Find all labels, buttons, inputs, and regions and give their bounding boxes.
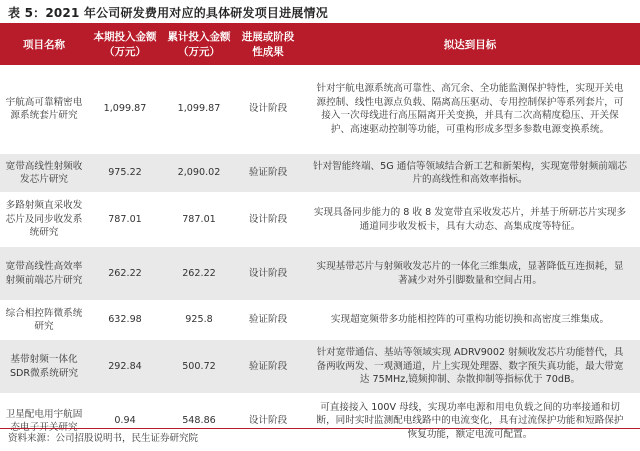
target-cell: 针对智能终端、5G 通信等领域结合新工艺和新架构，实现宽带射频前端芯片的高线性和高效率指标。 bbox=[300, 154, 640, 193]
cumulative-investment-cell: 925.8 bbox=[162, 301, 236, 340]
progress-cell: 设计阶段 bbox=[236, 394, 300, 449]
cumulative-investment-cell: 500.72 bbox=[162, 340, 236, 394]
table-header-row bbox=[0, 25, 640, 65]
target-cell: 实现基带芯片与射频收发芯片的一体化三维集成，显著降低互连损耗，显著减少对外引脚数量和空间占用。 bbox=[300, 247, 640, 301]
current-investment-cell: 787.01 bbox=[88, 193, 162, 247]
header-project-name: 项目名称 bbox=[0, 25, 88, 65]
target-cell: 针对宇航电源系统高可靠性、高冗余、全功能监测保护特性，实现开关电源控制、线性电源点负载、隔离高压驱动、专用控制保护等系列套片，可接入一次母线进行高压隔离开关变换，并具有二次高精度稳压、开关保护、高速驱动控制等功能，可重构形成多型多参数电源变换系统。 bbox=[300, 65, 640, 154]
cumulative-investment-cell: 1,099.87 bbox=[162, 65, 236, 154]
cumulative-investment-cell: 2,090.02 bbox=[162, 154, 236, 193]
project-name-cell: 基带射频一体化SDR微系统研究 bbox=[0, 340, 88, 394]
target-cell: 实现超宽频带多功能相控阵的可重构功能切换和高密度三维集成。 bbox=[300, 301, 640, 340]
target-cell: 实现具备同步能力的 8 收 8 发宽带直采收发芯片，并基于所研芯片实现多通道同步收发板卡，具有大动态、高集成度等特征。 bbox=[300, 193, 640, 247]
table-row bbox=[0, 193, 640, 247]
current-investment-cell: 1,099.87 bbox=[88, 65, 162, 154]
rd-projects-table bbox=[0, 25, 640, 449]
table-row bbox=[0, 247, 640, 301]
current-investment-cell: 0.94 bbox=[88, 394, 162, 449]
progress-cell: 验证阶段 bbox=[236, 154, 300, 193]
cumulative-investment-cell: 262.22 bbox=[162, 247, 236, 301]
progress-cell: 设计阶段 bbox=[236, 193, 300, 247]
progress-cell: 验证阶段 bbox=[236, 340, 300, 394]
table-row bbox=[0, 154, 640, 193]
project-name-cell: 宇航高可靠精密电源系统套片研究 bbox=[0, 65, 88, 154]
current-investment-cell: 975.22 bbox=[88, 154, 162, 193]
header-current-investment: 本期投入金额（万元） bbox=[88, 25, 162, 65]
header-target: 拟达到目标 bbox=[300, 25, 640, 65]
bottom-divider bbox=[0, 428, 640, 429]
project-name-cell: 宽带高线性高效率射频前端芯片研究 bbox=[0, 247, 88, 301]
progress-cell: 设计阶段 bbox=[236, 247, 300, 301]
header-cumulative-investment: 累计投入金额（万元） bbox=[162, 25, 236, 65]
table-row bbox=[0, 301, 640, 340]
target-cell: 可直接接入 100V 母线，实现功率电源和用电负载之间的功率接通和切断，同时实时监测配电线路中的电流变化，具有过流保护功能和短路保护恢复功能，额定电流可配置。 bbox=[300, 394, 640, 449]
progress-cell: 验证阶段 bbox=[236, 301, 300, 340]
project-name-cell: 卫星配电用宇航固 bbox=[0, 394, 88, 449]
table-row bbox=[0, 65, 640, 154]
source-note: 资料来源：公司招股说明书，民生证券研究院 bbox=[8, 433, 199, 444]
project-name-cell: 多路射频直采收发芯片及同步收发系统研究 bbox=[0, 193, 88, 247]
progress-cell: 设计阶段 bbox=[236, 65, 300, 154]
cumulative-investment-cell: 787.01 bbox=[162, 193, 236, 247]
target-cell: 针对宽带通信、基站等领域实现 ADRV9002 射频收发芯片功能替代，具备两收两发、一观测通道，片上实现处理器、数字预失真功能，最大带宽达 75MHz,镜频抑制、杂散抑制等指标优于 70dB。 bbox=[300, 340, 640, 394]
current-investment-cell: 632.98 bbox=[88, 301, 162, 340]
table-title: 表 5：2021 年公司研发费用对应的具体研发项目进展情况 bbox=[8, 6, 328, 20]
table-row bbox=[0, 340, 640, 394]
current-investment-cell: 292.84 bbox=[88, 340, 162, 394]
project-name-cell: 宽带高线性射频收发芯片研究 bbox=[0, 154, 88, 193]
header-progress: 进展或阶段性成果 bbox=[236, 25, 300, 65]
cumulative-investment-cell: 548.86 bbox=[162, 394, 236, 449]
current-investment-cell: 262.22 bbox=[88, 247, 162, 301]
project-name-cell: 综合相控阵微系统研究 bbox=[0, 301, 88, 340]
